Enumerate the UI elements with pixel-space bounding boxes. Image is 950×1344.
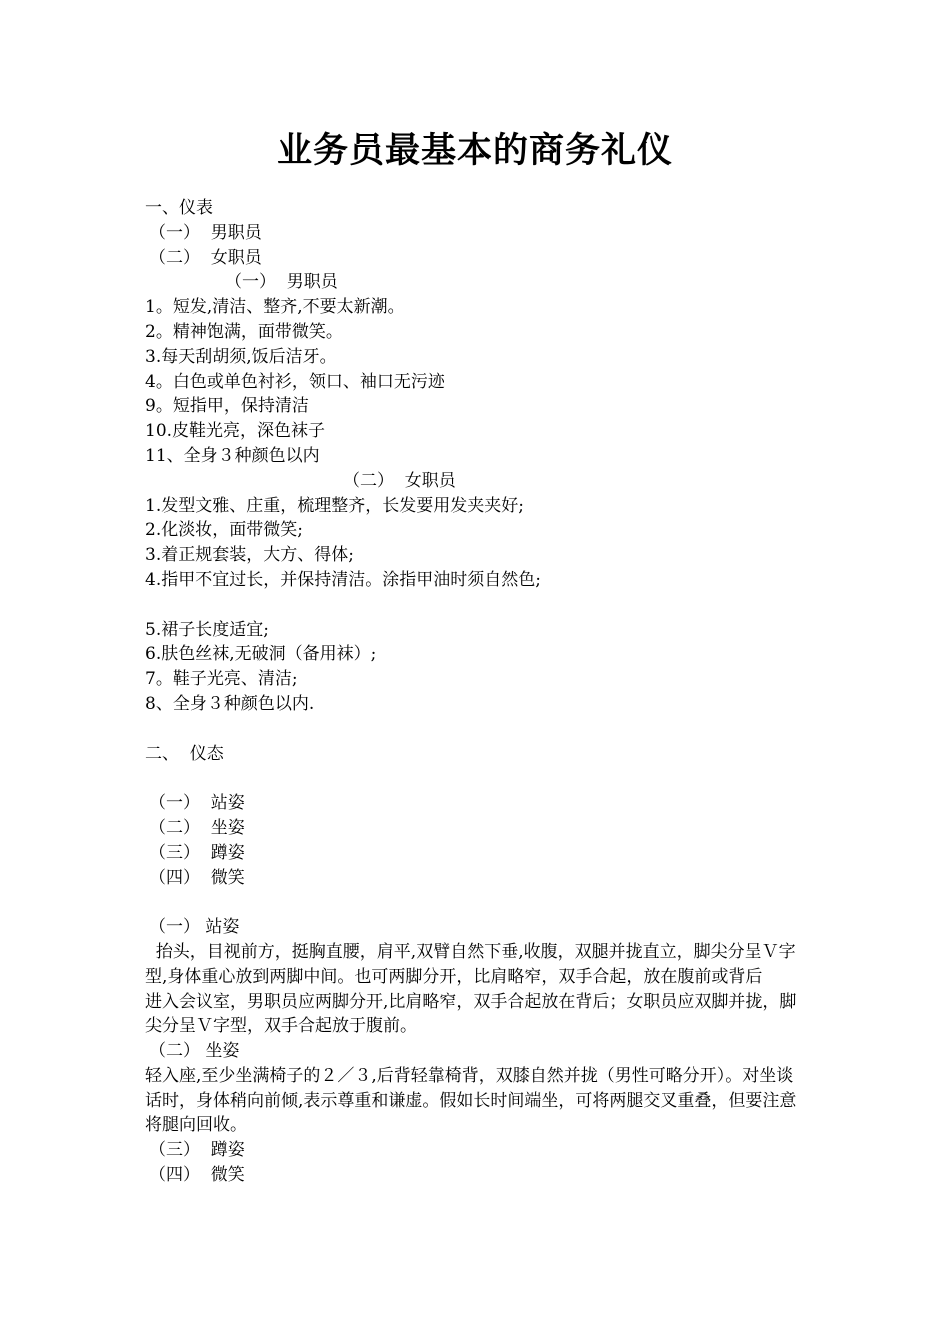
list-item: 10.皮鞋光亮，深色袜子 [145,421,326,442]
document-body [145,196,810,1188]
list-item: 4.指甲不宜过长，并保持清洁。涂指甲油时须自然色; [145,569,541,590]
subsection-heading-squatting: （三） 蹲姿 [149,1140,245,1161]
blank-line [145,766,810,791]
list-item: 4。白色或单色衬衫，领口、袖口无污迹 [145,371,445,392]
subsection-heading-sitting: （二） 坐姿 [149,1041,240,1062]
subsection-heading-male: （一） 男职员 [225,272,338,293]
document-title: 业务员最基本的商务礼仪 [276,130,673,171]
list-item: 5.裙子长度适宜; [145,619,269,640]
subsection-heading-female: （二） 女职员 [343,470,456,491]
list-item: 2.化淡妆，面带微笑; [145,520,303,541]
list-item: 9。短指甲，保持清洁 [145,396,309,417]
list-item: 11、全身３种颜色以内 [145,445,320,466]
subsection-heading-standing: （一） 站姿 [149,917,240,938]
list-item: 6.肤色丝袜,无破洞（备用袜）; [145,644,377,665]
list-item: 1。短发,清洁、整齐,不要太新潮。 [145,297,405,318]
toc-item: （二） 女职员 [149,247,262,268]
toc-item: （二） 坐姿 [149,817,245,838]
section-heading: 一、仪表 [145,198,213,218]
paragraph-sitting: 轻入座,至少坐满椅子的２／３,后背轻靠椅背，双膝自然并拢（男性可略分开）。对坐谈话时，身体稍向前倾,表示尊重和谦虚。假如长时间端坐，可将两腿交叉重叠，但要注意将腿向回收。 [145,1065,797,1136]
paragraph-standing: 抬头，目视前方，挺胸直腰，肩平,双臂自然下垂,收腹，双腿并拢直立，脚尖分呈Ｖ字型,身体重心放到两脚中间。也可两脚分开，比肩略窄，双手合起，放在腹前或背后 [145,941,796,987]
blank-line [145,593,810,618]
toc-item: （一） 男职员 [149,222,262,243]
list-item: 7。鞋子光亮、清洁; [145,669,298,690]
paragraph-meeting-room: 进入会议室，男职员应两脚分开,比肩略窄，双手合起放在背后；女职员应双脚并拢，脚尖分呈Ｖ字型，双手合起放于腹前。 [145,991,797,1037]
toc-item: （三） 蹲姿 [149,842,245,863]
list-item: 1.发型文雅、庄重，梳理整齐，长发要用发夹夹好; [145,495,524,516]
list-item: 8、全身３种颜色以内. [145,693,315,714]
subsection-heading-smile: （四） 微笑 [149,1165,245,1186]
toc-item: （四） 微笑 [149,867,245,888]
list-item: 2。精神饱满，面带微笑。 [145,321,343,342]
list-item: 3.着正规套装，大方、得体; [145,545,354,566]
blank-line [145,890,810,915]
list-item: 3.每天刮胡须,饭后洁牙。 [145,346,337,367]
toc-item: （一） 站姿 [149,793,245,814]
section-heading: 二、 仪态 [145,743,224,764]
